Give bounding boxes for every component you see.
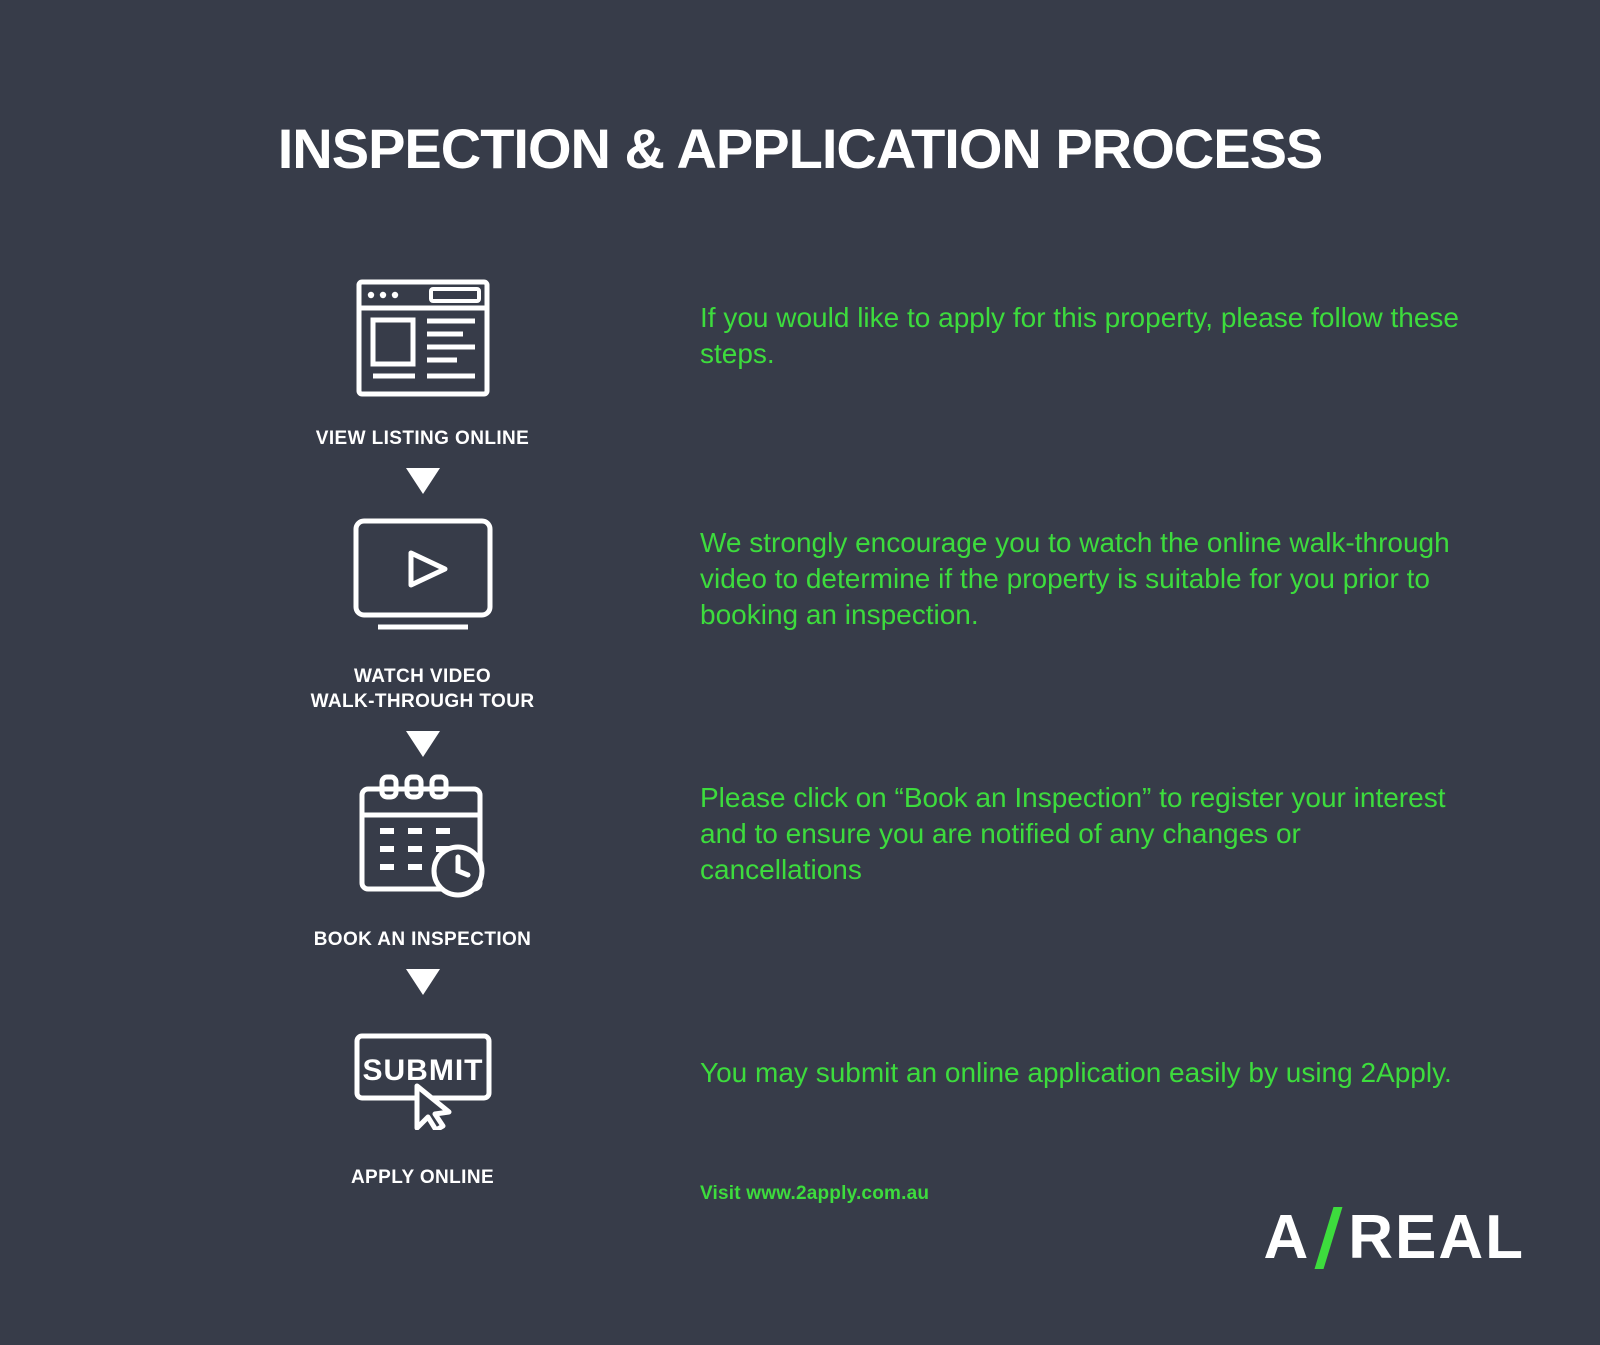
submit-button-cursor-icon (250, 1007, 595, 1147)
step-watch-video (250, 506, 595, 715)
step-label: BOOK AN INSPECTION (313, 928, 532, 950)
step-view-listing-online (250, 268, 595, 452)
visit-link[interactable]: Visit www.2apply.com.au (700, 1183, 930, 1204)
flow-arrow-1 (250, 468, 595, 494)
process-flow (250, 268, 595, 1190)
logo-letter-a: A (1263, 1203, 1311, 1272)
video-play-icon (250, 506, 595, 646)
step-label-line1: WATCH VIDEO (353, 665, 492, 687)
flow-arrow-3 (250, 969, 595, 995)
flow-arrow-2 (250, 731, 595, 757)
step-label (250, 664, 595, 715)
copy-apply-online: You may submit an online application easily by using 2Apply. (700, 1057, 1452, 1088)
copy-book-inspection: Please click on “Book an Inspection” to register your interest and to ensure you are notified of any changes or cancellations (700, 782, 1446, 885)
logo-slash-icon (1312, 1207, 1346, 1269)
calendar-clock-icon (250, 769, 595, 909)
copy-watch-video: We strongly encourage you to watch the online walk-through video to determine if the property is suitable for you prior to booking an inspection. (700, 527, 1450, 630)
browser-listing-icon (250, 268, 595, 408)
step-label: VIEW LISTING ONLINE (315, 428, 530, 449)
step-book-inspection (250, 769, 595, 953)
svg-text:SUBMIT: SUBMIT (362, 1053, 483, 1087)
brand-logo (1263, 1202, 1525, 1273)
step-label-line2: WALK-THROUGH TOUR (310, 691, 535, 713)
step-label: APPLY ONLINE (350, 1166, 495, 1188)
copy-view-listing: If you would like to apply for this property, please follow these steps. (700, 302, 1459, 369)
logo-word-real: REAL (1348, 1203, 1525, 1272)
page-title: INSPECTION & APPLICATION PROCESS (277, 117, 1323, 180)
step-apply-online (250, 1007, 595, 1191)
